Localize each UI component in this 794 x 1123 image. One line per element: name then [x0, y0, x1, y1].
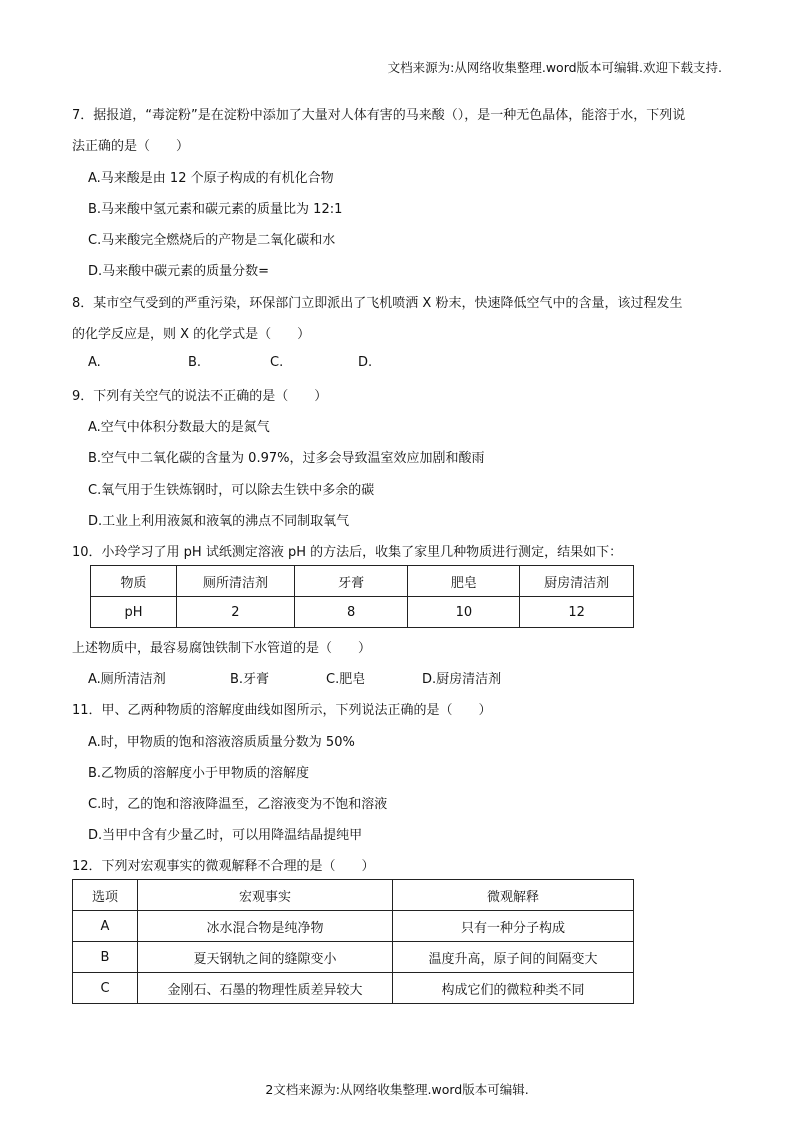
q11-option-b: B.乙物质的溶解度小于甲物质的溶解度	[88, 766, 310, 781]
q9-stem: 9．下列有关空气的说法不正确的是（ ）	[72, 389, 328, 404]
table-header-row	[91, 566, 634, 597]
table-cell: 微观解释	[393, 880, 634, 911]
table-row	[73, 973, 634, 1004]
q7-option-b: B.马来酸中氢元素和碳元素的质量比为 12:1	[88, 202, 343, 217]
q12-stem: 12．下列对宏观事实的微观解释不合理的是（ ）	[72, 859, 375, 874]
table-cell: C	[73, 973, 138, 1004]
micro-explanation-table	[72, 879, 634, 1004]
q11-option-c: C.时，乙的饱和溶液降温至，乙溶液变为不饱和溶液	[88, 797, 388, 812]
table-cell: 10	[408, 597, 520, 628]
q8-option-a: A.	[88, 355, 101, 370]
q10-question: 上述物质中，最容易腐蚀铁制下水管道的是（ ）	[72, 641, 372, 656]
q11-stem: 11．甲、乙两种物质的溶解度曲线如图所示，下列说法正确的是（ ）	[72, 703, 492, 718]
q7-stem-line2: 法正确的是（ ）	[72, 139, 190, 154]
q7-option-c: C.马来酸完全燃烧后的产物是二氧化碳和水	[88, 233, 336, 248]
table-cell: 构成它们的微粒种类不同	[393, 973, 634, 1004]
ph-table	[90, 565, 634, 628]
q8-stem-line2: 的化学反应是，则 X 的化学式是（ ）	[72, 327, 311, 342]
table-cell: 物质	[91, 566, 177, 597]
q8-stem-line1: 8．某市空气受到的严重污染，环保部门立即派出了飞机喷洒 X 粉末，快速降低空气中的含量，该过程发生	[72, 296, 683, 311]
q9-option-a: A.空气中体积分数最大的是氮气	[88, 420, 270, 435]
table-cell: 夏天钢轨之间的缝隙变小	[138, 942, 393, 973]
table-cell: 厕所清洁剂	[177, 566, 295, 597]
table-row	[91, 597, 634, 628]
q7-option-a: A.马来酸是由 12 个原子构成的有机化合物	[88, 171, 334, 186]
table-cell: 8	[294, 597, 408, 628]
table-header-row	[73, 880, 634, 911]
table-cell: 金刚石、石墨的物理性质差异较大	[138, 973, 393, 1004]
q10-option-d: D.厨房清洁剂	[422, 672, 502, 687]
table-row	[73, 942, 634, 973]
q10-option-b: B.牙膏	[230, 672, 270, 687]
table-cell: 冰水混合物是纯净物	[138, 911, 393, 942]
table-cell: 牙膏	[294, 566, 408, 597]
q9-option-b: B.空气中二氧化碳的含量为 0.97%，过多会导致温室效应加剧和酸雨	[88, 451, 485, 466]
q8-option-b: B.	[188, 355, 202, 370]
q8-option-d: D.	[358, 355, 373, 370]
table-cell: B	[73, 942, 138, 973]
q9-option-c: C.氧气用于生铁炼钢时，可以除去生铁中多余的碳	[88, 483, 375, 498]
q11-option-d: D.当甲中含有少量乙时，可以用降温结晶提纯甲	[88, 828, 363, 843]
table-cell: 12	[520, 597, 634, 628]
table-cell: pH	[91, 597, 177, 628]
table-cell: 温度升高，原子间的间隔变大	[393, 942, 634, 973]
q7-option-d: D.马来酸中碳元素的质量分数=	[88, 264, 270, 279]
q7-stem-line1: 7．据报道，“毒淀粉”是在淀粉中添加了大量对人体有害的马来酸（），是一种无色晶体，能溶于水，下列说	[72, 108, 686, 123]
q10-option-c: C.肥皂	[326, 672, 366, 687]
table-row	[73, 911, 634, 942]
page-footer: 2文档来源为:从网络收集整理.word版本可编辑.	[265, 1082, 529, 1097]
table-cell: 2	[177, 597, 295, 628]
table-cell: A	[73, 911, 138, 942]
table-cell: 厨房清洁剂	[520, 566, 634, 597]
table-cell: 选项	[73, 880, 138, 911]
table-cell: 肥皂	[408, 566, 520, 597]
page-header: 文档来源为:从网络收集整理.word版本可编辑.欢迎下载支持.	[387, 60, 722, 75]
q10-option-a: A.厕所清洁剂	[88, 672, 166, 687]
table-cell: 宏观事实	[138, 880, 393, 911]
q11-option-a: A.时，甲物质的饱和溶液溶质质量分数为 50%	[88, 735, 355, 750]
q8-option-c: C.	[270, 355, 284, 370]
q10-stem: 10．小玲学习了用 pH 试纸测定溶液 pH 的方法后，收集了家里几种物质进行测定，结果如下：	[72, 545, 623, 560]
q9-option-d: D.工业上利用液氮和液氧的沸点不同制取氧气	[88, 514, 350, 529]
table-cell: 只有一种分子构成	[393, 911, 634, 942]
